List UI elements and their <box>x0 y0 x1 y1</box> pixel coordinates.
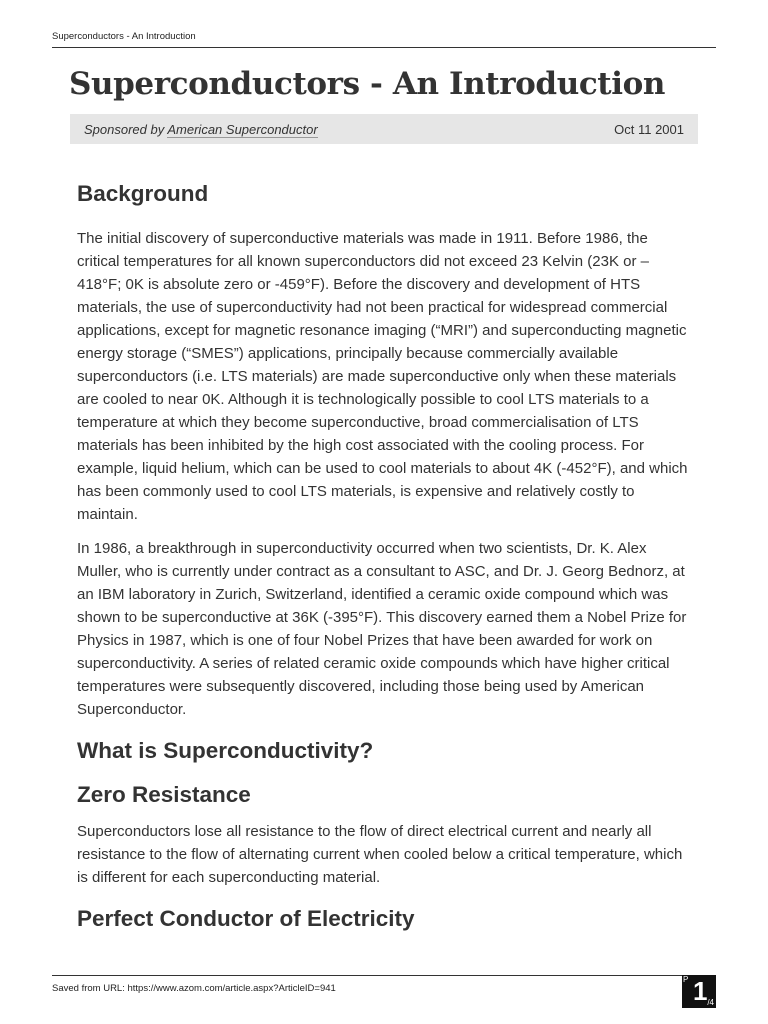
section-heading-zero-resistance: Zero Resistance <box>77 782 251 807</box>
section-heading-what-is-superconductivity: What is Superconductivity? <box>77 738 374 763</box>
section-heading-perfect-conductor: Perfect Conductor of Electricity <box>77 906 415 931</box>
article-date: Oct 11 2001 <box>614 121 684 137</box>
sponsor-prefix: Sponsored by <box>84 121 165 137</box>
page-number-badge <box>682 975 716 1008</box>
page-total: /4 <box>707 998 714 1007</box>
section-heading-background: Background <box>77 181 209 206</box>
paragraph: In 1986, a breakthrough in superconductivity occurred when two scientists, Dr. K. Alex Muller, who is currently under contract as a consultant to ASC, and Dr. J. Georg Bednorz, at an IBM laboratory in Zurich, Switzerland, identified a ceramic oxide compound which was shown to be superconductive at 36K (-395°F). This discovery earned them a Nobel Prize for Physics in 1987, which is one of four Nobel Prizes that have been awarded for work on superconductivity. A series of related ceramic oxide compounds which have higher critical temperatures were subsequently discovered, including those being used by American Superconductor. <box>77 540 687 718</box>
paragraph: Superconductors lose all resistance to the flow of direct electrical current and nearly all resistance to the flow of alternating current when cooled below a critical temperature, which is different for each superconducting material. <box>77 823 683 886</box>
saved-from-url: Saved from URL: https://www.azom.com/article.aspx?ArticleID=941 <box>52 983 336 994</box>
paragraph: The initial discovery of superconductive materials was made in 1911. Before 1986, the critical temperatures for all known superconductors did not exceed 23 Kelvin (23K or –418°F; 0K is absolute zero or -459°F). Before the discovery and development of HTS materials, the use of superconductivity had not been practical for widespread commercial applications, except for magnetic resonance imaging (“MRI”) and superconducting magnetic energy storage (“SMES”) applications, principally because commercially available superconductors (i.e. LTS materials) are made superconductive only when these materials are cooled to near 0K. Although it is technologically possible to cool LTS materials to a temperature at which they become superconductive, broad commercialisation of LTS materials has been inhibited by the high cost associated with the cooling process. For example, liquid helium, which can be used to cool materials to about 4K (-452°F), and which has been commonly used to cool LTS materials, is expensive and relatively costly to maintain. <box>77 230 688 523</box>
page-letter: P <box>683 975 689 984</box>
page-number: 1 <box>693 976 708 1006</box>
article-meta-bar <box>70 114 698 144</box>
header-divider <box>52 47 716 48</box>
sponsor-link[interactable]: American Superconductor <box>167 121 318 137</box>
running-header: Superconductors - An Introduction <box>52 31 196 42</box>
footer-divider <box>52 975 716 976</box>
article-title: Superconductors - An Introduction <box>69 66 666 102</box>
sponsor-line <box>84 122 318 137</box>
article-body <box>77 175 691 955</box>
